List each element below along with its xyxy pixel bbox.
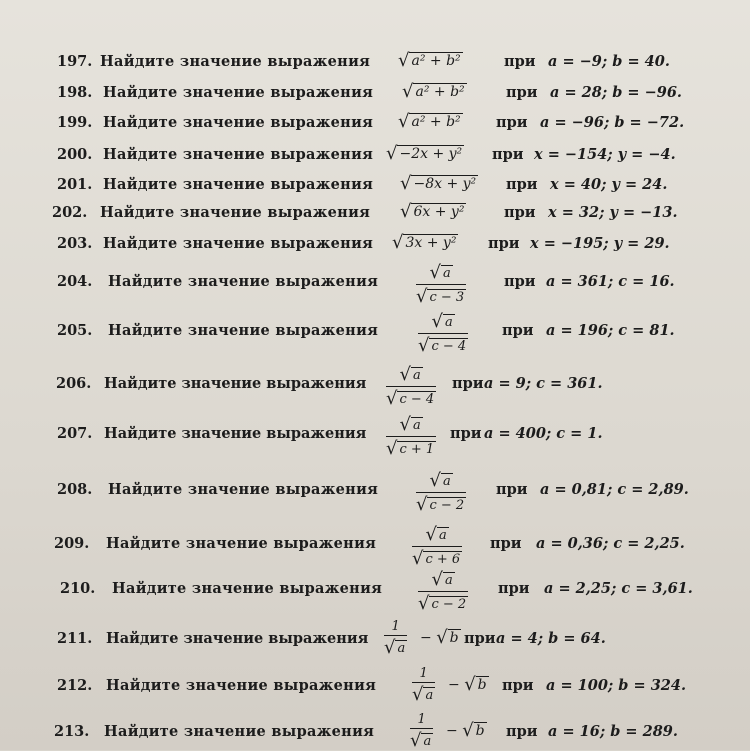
radical-expression: √ 3x + y²	[392, 232, 457, 253]
problem-number: 202.	[52, 204, 88, 221]
pri-word: при	[502, 322, 534, 339]
problem-213	[0, 712, 750, 751]
fraction-expression: $\frac{√ a}{√ c - 4}$	[386, 364, 435, 409]
fraction-expression: $\frac{√ a}{√ c + 1}$	[386, 414, 435, 459]
problem-number: 203.	[57, 235, 93, 252]
fraction-expression: $\frac{1}{√ a}$	[412, 666, 434, 705]
radical-expression: √ −2x + y²	[386, 143, 463, 164]
fraction-expression: $\frac{√ a}{√ c - 2}$	[416, 470, 465, 515]
problem-condition: a = 0,36; c = 2,25.	[536, 535, 685, 552]
problem-label: Найдите значение выражения	[106, 535, 377, 552]
pri-word: при	[464, 630, 496, 647]
problem-number: 212.	[57, 677, 93, 694]
problem-number: 201.	[57, 176, 93, 193]
pri-word: при	[496, 114, 528, 131]
radical-expression: √ a² + b²	[398, 50, 461, 71]
problem-label: Найдите значение выражения	[103, 176, 374, 193]
problem-label: Найдите значение выражения	[112, 580, 383, 597]
problem-label: Найдите значение выражения	[108, 273, 379, 290]
problem-197	[0, 48, 750, 76]
minus-radical: − √ b	[420, 627, 459, 648]
fraction-expression: $\frac{√ a}{√ c - 4}$	[418, 311, 467, 356]
problem-number: 211.	[57, 630, 93, 647]
problem-205	[0, 311, 750, 356]
problem-condition: a = 28; b = −96.	[550, 84, 682, 101]
problem-condition: a = −9; b = 40.	[548, 53, 670, 70]
problem-number: 198.	[57, 84, 93, 101]
problem-label: Найдите значение выражения	[103, 114, 374, 131]
problem-203	[0, 230, 750, 258]
problem-label: Найдите значение выражения	[104, 723, 375, 740]
problem-label: Найдите значение выражения	[100, 204, 371, 221]
problem-label: Найдите значение выражения	[106, 677, 377, 694]
problem-201	[0, 171, 750, 199]
problem-204	[0, 262, 750, 307]
problem-condition: a = 9; c = 361.	[484, 375, 603, 392]
problem-label: Найдите значение выражения	[103, 84, 374, 101]
problem-label: Найдите значение выражения	[108, 322, 379, 339]
problem-condition: x = 40; y = 24.	[550, 176, 668, 193]
problem-condition: a = 196; c = 81.	[546, 322, 675, 339]
radical-expression: √ 6x + y²	[400, 201, 465, 222]
problem-condition: a = 16; b = 289.	[548, 723, 678, 740]
problem-number: 199.	[57, 114, 93, 131]
pri-word: при	[450, 425, 482, 442]
problem-207	[0, 414, 750, 459]
problem-212	[0, 666, 750, 705]
pri-word: при	[496, 481, 528, 498]
fraction-expression: $\frac{√ a}{√ c - 2}$	[418, 569, 467, 614]
problem-condition: x = 32; y = −13.	[548, 204, 678, 221]
problem-label: Найдите значение выражения	[103, 235, 374, 252]
problem-209	[0, 524, 750, 569]
problem-number: 197.	[57, 53, 93, 70]
minus-radical: − √ b	[448, 674, 487, 695]
pri-word: при	[490, 535, 522, 552]
problem-208	[0, 470, 750, 515]
pri-word: при	[488, 235, 520, 252]
problem-label: Найдите значение выражения	[104, 425, 367, 442]
problem-number: 206.	[56, 375, 92, 392]
pri-word: при	[504, 204, 536, 221]
pri-word: при	[506, 723, 538, 740]
pri-word: при	[492, 146, 524, 163]
problem-211	[0, 619, 750, 658]
problem-condition: a = −96; b = −72.	[540, 114, 685, 131]
problem-number: 213.	[54, 723, 90, 740]
problem-number: 207.	[57, 425, 93, 442]
fraction-expression: $\frac{√ a}{√ c + 6}$	[412, 524, 461, 569]
problem-condition: a = 2,25; c = 3,61.	[544, 580, 693, 597]
problem-condition: a = 0,81; c = 2,89.	[540, 481, 689, 498]
problem-206	[0, 364, 750, 409]
radical-expression: √ −8x + y²	[400, 173, 477, 194]
fraction-expression: $\frac{1}{√ a}$	[384, 619, 406, 658]
problem-condition: x = −195; y = 29.	[530, 235, 670, 252]
problem-label: Найдите значение выражения	[100, 53, 371, 70]
pri-word: при	[498, 580, 530, 597]
problem-202	[0, 199, 750, 227]
pri-word: при	[452, 375, 484, 392]
problem-198	[0, 79, 750, 107]
pri-word: при	[504, 273, 536, 290]
problem-condition: a = 361; c = 16.	[546, 273, 675, 290]
problem-number: 209.	[54, 535, 90, 552]
problem-210	[0, 569, 750, 614]
pri-word: при	[506, 176, 538, 193]
problem-label: Найдите значение выражения	[108, 481, 379, 498]
pri-word: при	[506, 84, 538, 101]
radical-expression: √ a² + b²	[398, 111, 461, 132]
problem-condition: x = −154; y = −4.	[534, 146, 676, 163]
problem-200	[0, 141, 750, 169]
pri-word: при	[504, 53, 536, 70]
problem-number: 200.	[57, 146, 93, 163]
problem-number: 210.	[60, 580, 96, 597]
minus-radical: − √ b	[446, 720, 485, 741]
problem-label: Найдите значение выражения	[104, 375, 367, 392]
problem-condition: a = 100; b = 324.	[546, 677, 687, 694]
problem-number: 208.	[57, 481, 93, 498]
problem-number: 204.	[57, 273, 93, 290]
problem-condition: a = 400; c = 1.	[484, 425, 603, 442]
radical-expression: √ a² + b²	[402, 81, 465, 102]
problem-label: Найдите значение выражения	[106, 630, 369, 647]
problem-label: Найдите значение выражения	[103, 146, 374, 163]
fraction-expression: $\frac{√ a}{√ c - 3}$	[416, 262, 465, 307]
pri-word: при	[502, 677, 534, 694]
problem-number: 205.	[57, 322, 93, 339]
problem-199	[0, 109, 750, 137]
problem-condition: a = 4; b = 64.	[496, 630, 606, 647]
fraction-expression: $\frac{1}{√ a}$	[410, 712, 432, 751]
